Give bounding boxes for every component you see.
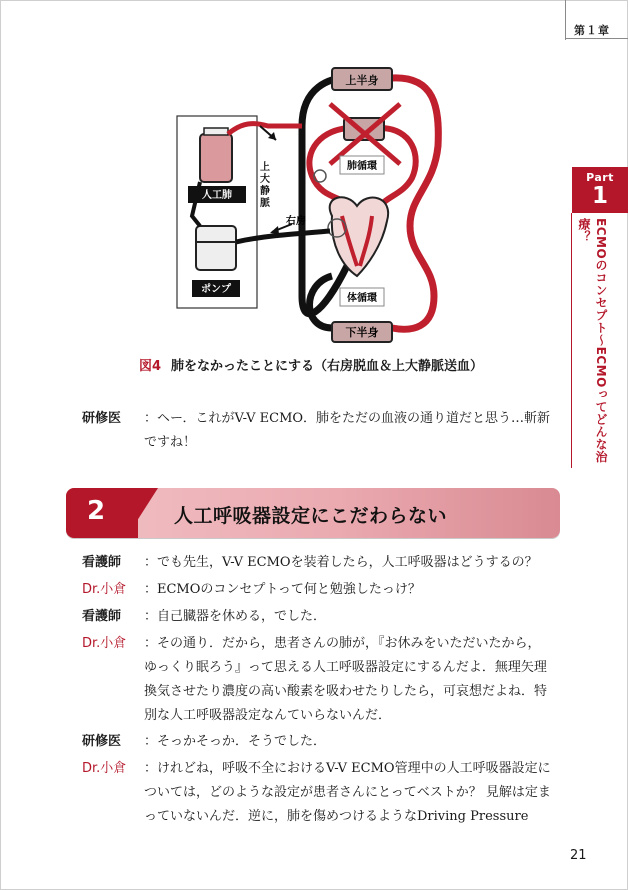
dialog-text: ：その通り．だから，患者さんの肺が，『お休みをいただいたから，ゆっくり眠ろう』って思える人工呼吸器設定にするんだよ．無理矢理換気させたり濃度の高い酸素を吸わせたりしたら，可哀想だよね．特別な人工呼吸器設定なんていらないんだ． [144,636,548,723]
dialog-line [82,730,552,754]
dialog-text: ：ヘー．これがV-V ECMO．肺をただの血液の通り道だと思う…斬新ですね！ [144,411,551,450]
dialog-text: ：ECMOのコンセプトって何と勉強したっけ？ [144,582,421,597]
dialog-text: ：でも先生，V-V ECMOを装着したら，人工呼吸器はどうするの？ [144,555,538,570]
figure-caption [139,355,483,374]
dialog-line [82,578,552,602]
artificial-lung-cap [204,128,228,135]
svc-label: 上大静脈 [260,162,270,209]
speaker: 看護師 [82,609,122,624]
part-title: ECMOのコンセプト～ECMOってどんな治療？ [577,218,608,463]
dialog-line [82,757,552,829]
page-number: 21 [570,848,587,863]
lower-body-label: 下半身 [345,326,379,339]
systemic-label: 体循環 [347,293,377,304]
pulmonary-label: 肺循環 [347,161,377,172]
speaker: 研修医 [82,734,122,749]
pump-label: ポンプ [201,284,231,295]
dialog-line [82,605,552,629]
part-word: Part [586,171,614,184]
chapter-label [565,0,628,40]
artificial-lung-canister [200,134,232,182]
speaker: 看護師 [82,555,122,570]
speaker: Dr.小倉 [82,636,127,651]
dialog-text: ：そっかそっか．そうでした． [144,734,327,749]
svc-circle [314,170,326,182]
speaker: 研修医 [82,411,122,426]
dialog-text: ：自己臓器を休める，でした． [144,609,327,624]
upper-body-label: 上半身 [345,74,379,87]
chapter-rule [566,38,628,39]
circuit-diagram [172,66,458,344]
section-slant [126,488,158,538]
figure-number: 図4 [139,359,162,374]
arrow-in-head [270,226,279,234]
figure-ecmo-circuit [172,66,458,344]
chapter-text: 第１章 [574,24,610,37]
dialog-line [82,632,552,728]
dialog-line [82,551,552,575]
section-title: 人工呼吸器設定にこだわらない [174,505,448,527]
figure-caption-text: 肺をなかったことにする（右房脱血＆上大静脈送血） [171,359,484,374]
section-number: 2 [86,496,106,526]
part-side-line [571,213,572,468]
systemic-right-loop [392,78,438,329]
artificial-lung-label: 人工肺 [202,190,232,201]
right-atrium-label: 右房 [286,216,306,227]
speaker: Dr.小倉 [82,761,127,776]
part-tab [572,167,628,213]
dialog-resident-1 [82,407,552,455]
pump-body [196,226,236,270]
section-header [66,488,560,538]
part-number: 1 [591,183,608,209]
dialog-text: ：けれどね，呼吸不全におけるV-V ECMO管理中の人工呼吸器設定については，どのような設定が患者さんにとってベストか？ 見解は定まっていないんだ．逆に，肺を傷めつけるようなDriving Pressure [144,761,551,824]
speaker: Dr.小倉 [82,582,127,597]
